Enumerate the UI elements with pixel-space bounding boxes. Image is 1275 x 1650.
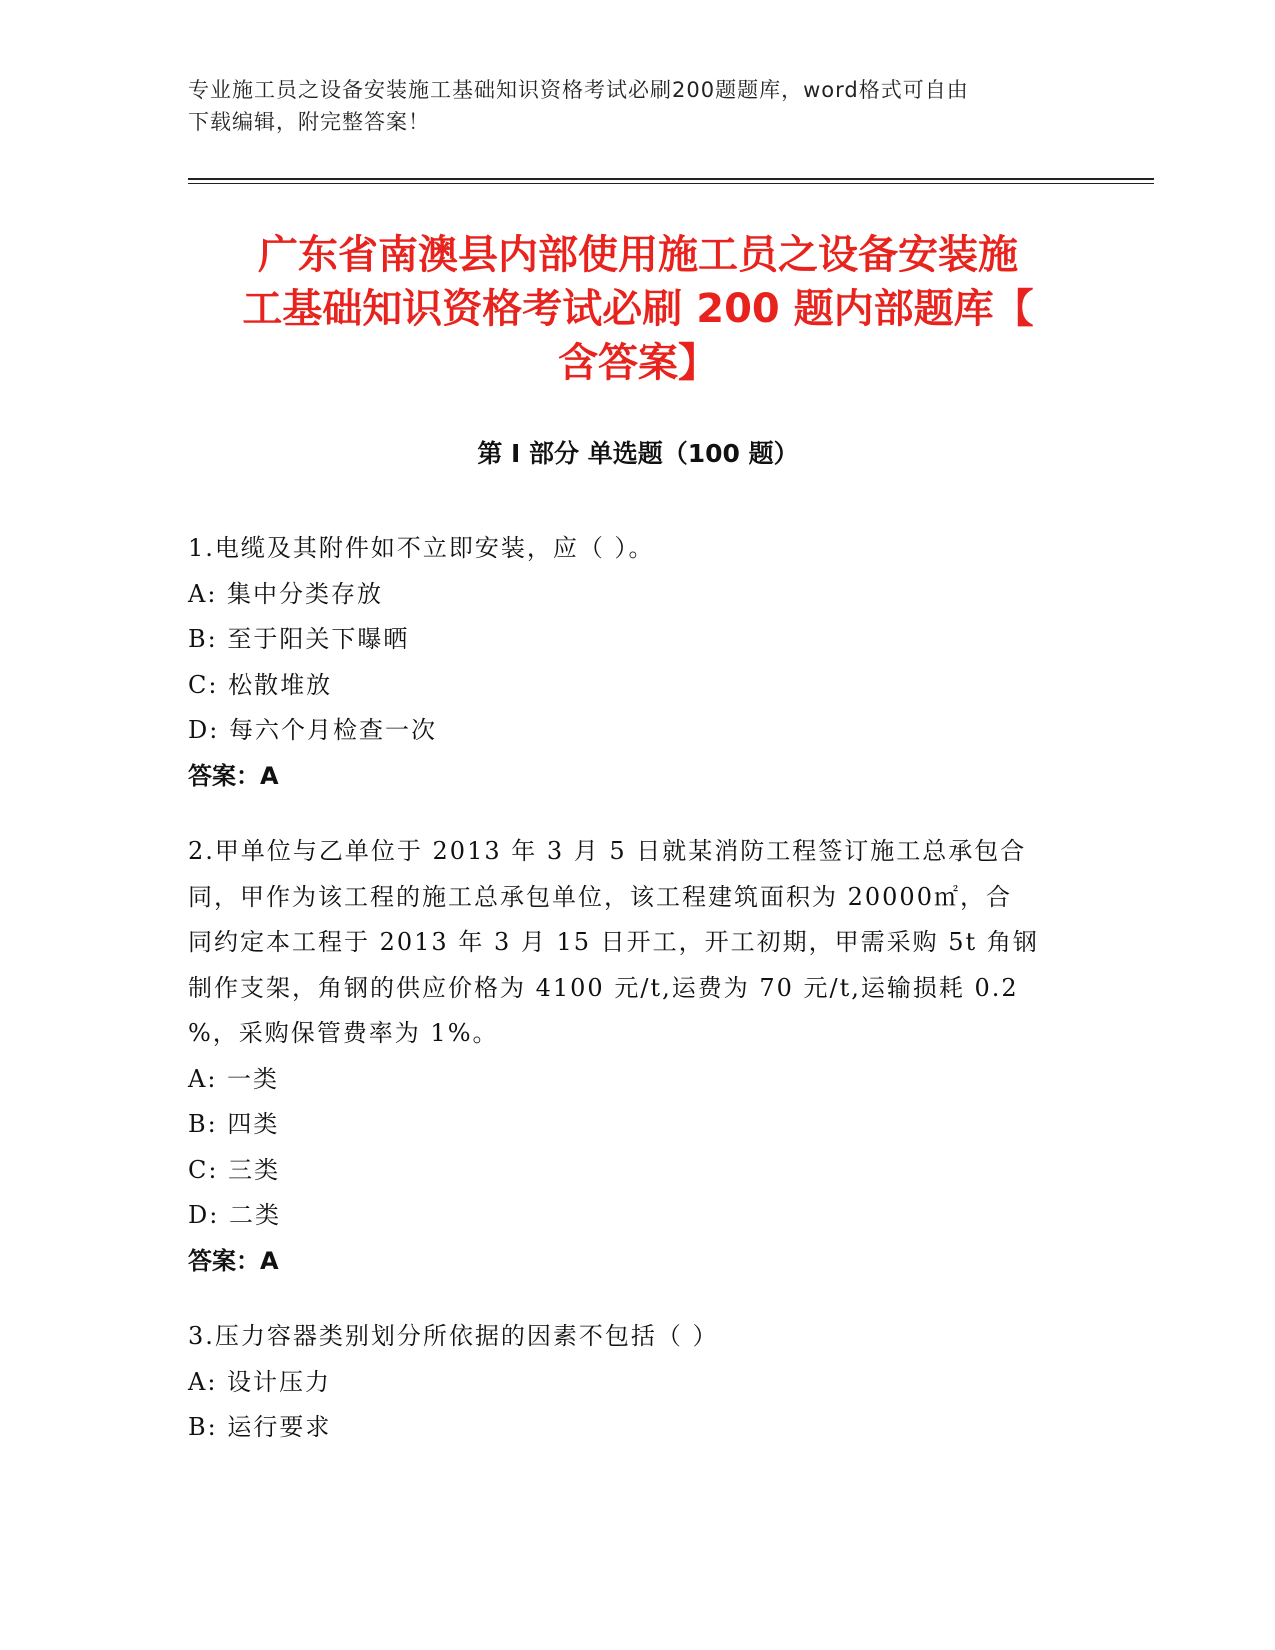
answer-line: 答案：A <box>188 1246 279 1275</box>
question-stem: %，采购保管费率为 1%。 <box>188 1019 499 1047</box>
option-d: D: 每六个月检查一次 <box>188 716 437 744</box>
question-list <box>188 526 1088 1481</box>
question-stem: 3.压力容器类别划分所依据的因素不包括（ ） <box>188 1322 719 1350</box>
question-stem: 1.电缆及其附件如不立即安装，应（ ）。 <box>188 534 655 562</box>
title-line: 广东省南澳县内部使用施工员之设备安装施 <box>258 232 1018 278</box>
question-stem: 同约定本工程于 2013 年 3 月 15 日开工，开工初期，甲需采购 5t 角钢 <box>188 928 1039 956</box>
option-a: A: 集中分类存放 <box>188 579 384 608</box>
header-note-line: 下载编辑，附完整答案！ <box>188 110 430 134</box>
question-stem: 制作支架，角钢的供应价格为 4100 元/t,运费为 70 元/t,运输损耗 0.2 <box>188 973 1019 1002</box>
question-item <box>188 829 1088 1284</box>
option-a: A: 一类 <box>188 1064 280 1093</box>
option-d: D: 二类 <box>188 1201 281 1229</box>
question-stem: 2.甲单位与乙单位于 2013 年 3 月 5 日就某消防工程签订施工总承包合 <box>188 837 1027 865</box>
header-note <box>188 74 1088 138</box>
option-b: B: 四类 <box>188 1110 280 1138</box>
question-item <box>188 526 1088 799</box>
title-line: 工基础知识资格考试必刷 200 题内部题库【 <box>242 286 1034 332</box>
answer-line: 答案：A <box>188 761 279 790</box>
header-note-line: 专业施工员之设备安装施工基础知识资格考试必刷200题题库，word格式可自由 <box>188 78 969 102</box>
title-line: 含答案】 <box>558 340 718 386</box>
option-b: B: 至于阳关下曝晒 <box>188 625 410 653</box>
option-a: A: 设计压力 <box>188 1367 332 1396</box>
question-stem: 同，甲作为该工程的施工总承包单位，该工程建筑面积为 20000㎡，合 <box>188 882 1012 911</box>
option-c: C: 松散堆放 <box>188 670 333 699</box>
question-item <box>188 1314 1088 1451</box>
section-heading: 第 I 部分 单选题（100 题） <box>477 439 799 468</box>
option-b: B: 运行要求 <box>188 1413 332 1441</box>
header-divider <box>188 178 1154 184</box>
document-title <box>188 228 1088 390</box>
option-c: C: 三类 <box>188 1155 281 1184</box>
